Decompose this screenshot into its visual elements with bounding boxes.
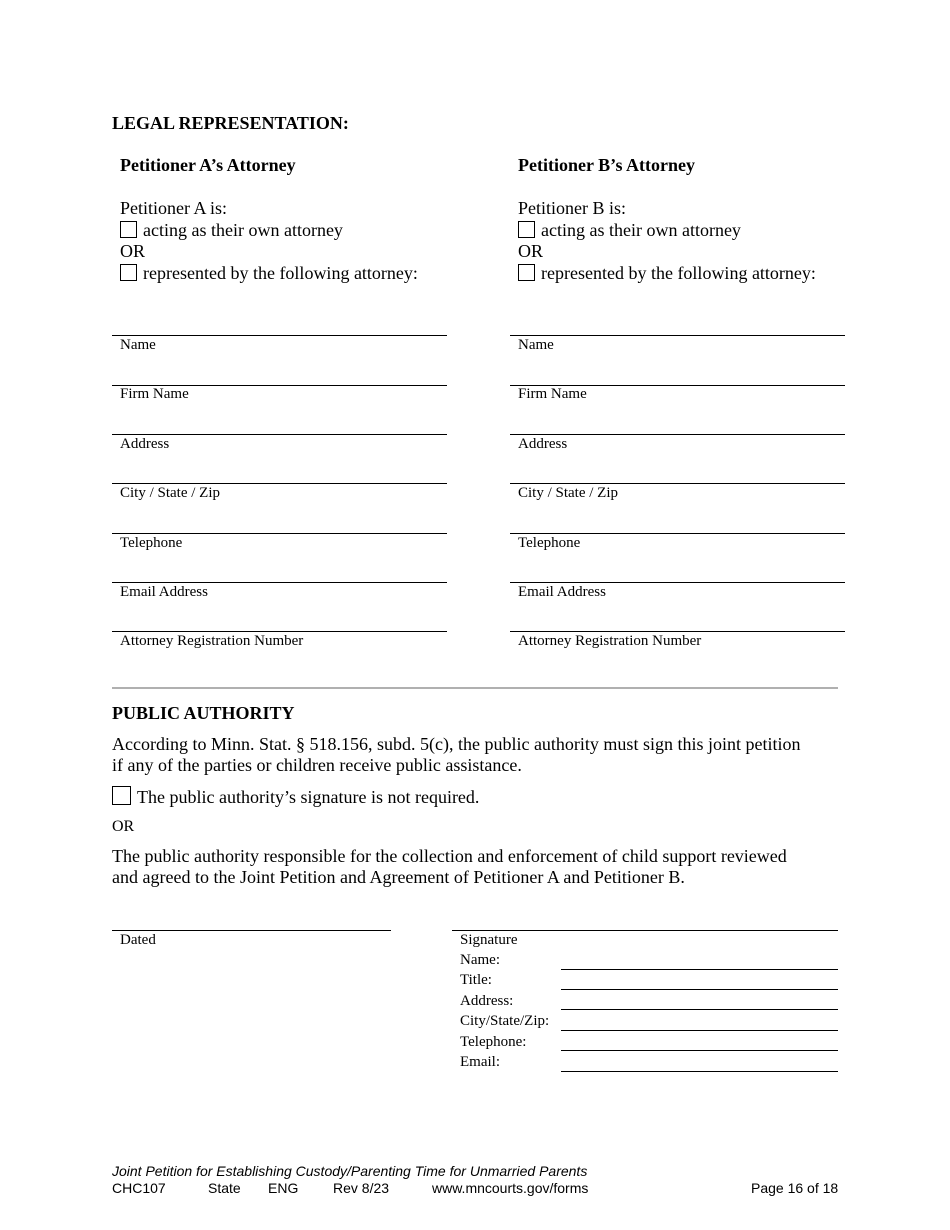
petitioner-a-telephone-line[interactable] — [112, 533, 447, 534]
petitioner-a-city-line[interactable] — [112, 483, 447, 484]
sig-title-label: Title: — [460, 972, 492, 988]
petitioner-b-registration-label: Attorney Registration Number — [518, 633, 702, 649]
petitioner-a-email-label: Email Address — [120, 584, 208, 600]
petitioner-a-status-label: Petitioner A is: — [120, 198, 228, 218]
petitioner-b-telephone-label: Telephone — [518, 535, 581, 551]
sig-telephone-label: Telephone: — [460, 1034, 527, 1050]
footer-language: ENG — [268, 1180, 299, 1196]
petitioner-a-name-line[interactable] — [112, 335, 447, 336]
petitioner-b-telephone-line[interactable] — [510, 533, 845, 534]
petitioner-a-city-label: City / State / Zip — [120, 485, 220, 501]
sig-title-line[interactable] — [561, 989, 838, 990]
petitioner-a-option-own-label: acting as their own attorney — [143, 220, 343, 240]
public-authority-heading: PUBLIC AUTHORITY — [112, 703, 295, 723]
sig-address-line[interactable] — [561, 1009, 838, 1010]
petitioner-a-option-own[interactable] — [120, 220, 343, 241]
petitioner-a-or: OR — [120, 241, 146, 261]
section-title: LEGAL REPRESENTATION: — [112, 113, 349, 133]
petitioner-b-address-line[interactable] — [510, 434, 845, 435]
petitioner-a-address-line[interactable] — [112, 434, 447, 435]
sig-telephone-line[interactable] — [561, 1050, 838, 1051]
petitioner-b-or: OR — [518, 241, 544, 261]
footer-form-code: CHC107 — [112, 1180, 166, 1196]
public-authority-para2-line2: and agreed to the Joint Petition and Agreement of Petitioner A and Petitioner B. — [112, 867, 685, 887]
footer-jurisdiction: State — [208, 1180, 241, 1196]
petitioner-b-city-label: City / State / Zip — [518, 485, 618, 501]
petitioner-b-option-represented[interactable] — [518, 263, 816, 284]
public-authority-or: OR — [112, 818, 135, 835]
petitioner-b-address-label: Address — [518, 436, 568, 452]
footer-revision: Rev 8/23 — [333, 1180, 390, 1196]
petitioner-b-registration-line[interactable] — [510, 631, 845, 632]
sig-name-label: Name: — [460, 952, 500, 968]
petitioner-b-represented-checkbox[interactable] — [518, 264, 535, 281]
petitioner-b-name-line[interactable] — [510, 335, 845, 336]
petitioner-b-email-line[interactable] — [510, 582, 845, 583]
petitioner-b-name-label: Name — [518, 337, 554, 353]
petitioner-b-firm-label: Firm Name — [518, 386, 587, 402]
sig-address-label: Address: — [460, 993, 514, 1009]
sig-city-line[interactable] — [561, 1030, 838, 1031]
section-divider — [112, 687, 838, 689]
petitioner-a-name-label: Name — [120, 337, 156, 353]
dated-label: Dated — [120, 932, 156, 948]
petitioner-b-city-line[interactable] — [510, 483, 845, 484]
petitioner-a-option-represented[interactable] — [120, 263, 418, 284]
petitioner-b-email-label: Email Address — [518, 584, 606, 600]
petitioner-a-firm-label: Firm Name — [120, 386, 189, 402]
petitioner-b-option-represented-label: represented by the following attorney: — [541, 263, 816, 283]
petitioner-a-registration-label: Attorney Registration Number — [120, 633, 304, 649]
public-authority-para1-line2: if any of the parties or children receive public assistance. — [112, 755, 522, 775]
public-authority-signature-option[interactable] — [112, 786, 479, 808]
petitioner-b-heading: Petitioner B’s Attorney — [518, 155, 695, 175]
petitioner-a-registration-line[interactable] — [112, 631, 447, 632]
petitioner-b-status-label: Petitioner B is: — [518, 198, 626, 218]
petitioner-b-option-own-label: acting as their own attorney — [541, 220, 741, 240]
public-authority-para1-line1: According to Minn. Stat. § 518.156, subd. 5(c), the public authority must sign this joint petition — [112, 734, 801, 754]
signature-label: Signature — [460, 932, 518, 948]
petitioner-a-option-represented-label: represented by the following attorney: — [143, 263, 418, 283]
signature-not-required-checkbox[interactable] — [112, 786, 131, 805]
petitioner-a-heading: Petitioner A’s Attorney — [120, 155, 296, 175]
petitioner-a-telephone-label: Telephone — [120, 535, 183, 551]
petitioner-b-own-checkbox[interactable] — [518, 221, 535, 238]
sig-name-line[interactable] — [561, 969, 838, 970]
public-authority-para2-line1: The public authority responsible for the collection and enforcement of child support reviewed — [112, 846, 787, 866]
petitioner-b-option-own[interactable] — [518, 220, 741, 241]
sig-city-label: City/State/Zip: — [460, 1013, 550, 1029]
petitioner-a-address-label: Address — [120, 436, 170, 452]
footer-website[interactable]: www.mncourts.gov/forms — [432, 1180, 589, 1196]
sig-email-label: Email: — [460, 1054, 500, 1070]
footer-page-number: Page 16 of 18 — [751, 1180, 839, 1196]
dated-line[interactable] — [112, 930, 391, 931]
signature-not-required-label: The public authority’s signature is not required. — [137, 787, 480, 807]
petitioner-a-represented-checkbox[interactable] — [120, 264, 137, 281]
petitioner-a-email-line[interactable] — [112, 582, 447, 583]
footer-title: Joint Petition for Establishing Custody/Parenting Time for Unmarried Parents — [112, 1163, 588, 1179]
signature-line[interactable] — [452, 930, 838, 931]
petitioner-a-own-checkbox[interactable] — [120, 221, 137, 238]
sig-email-line[interactable] — [561, 1071, 838, 1072]
